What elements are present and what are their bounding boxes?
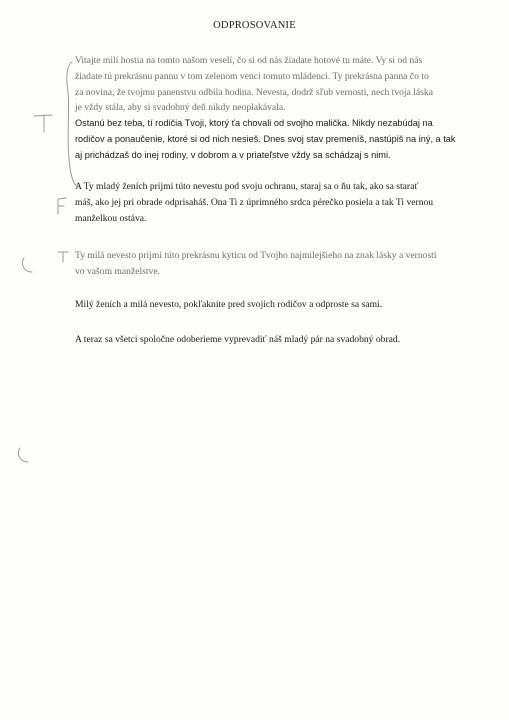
t-mark [58, 252, 68, 262]
f-mark [58, 198, 66, 214]
text-line: Ostanú bez teba, tí rodičia Tvoji, ktorý ťa chovali od svojho malička. Nikdy nezabúdaj na [75, 118, 433, 129]
text-line: manželkou ostáva. [75, 212, 147, 224]
text-line: žiadate tú prekrásnu pannu v tom zelenom venci tomuto mládenci. Ty prekrásna panna čo to [75, 70, 429, 82]
text-line: Ty milá nevesto prijmi túto prekrásnu kyticu od Tvojho najmilejšieho na znak lásky a vernosti [75, 250, 437, 261]
text-line: máš, ako jej pri obrade odprisaháš. Ona Ti z úprimného srdca pérečko posiela a tak Ti vernou [75, 196, 434, 208]
paragraph-welcome [75, 53, 455, 164]
paragraph-closing [75, 332, 455, 348]
document-title: ODPROSOVANIE [213, 20, 296, 31]
paragraph-kneel [75, 297, 455, 313]
hole-mark [18, 448, 28, 462]
text-line: Milý ženích a milá nevesto, pokľaknite pred svojich rodičov a odproste sa sami. [75, 299, 383, 310]
text-line: za novina, že tvojmu panenstvu odbila hodina. Nevesta, dodrž sľub vernosti, nech tvoja láska [75, 86, 433, 98]
text-line: A teraz sa všetci spoločne odoberieme vyprevadiť náš mladý pár na svadobný obrad. [75, 334, 401, 345]
text-line: vo vašom manželstve. [75, 265, 160, 277]
text-line: Vitajte milí hostia na tomto našom veselí, čo si od nás žiadate hotové tu máte. Vy si od nás [75, 55, 423, 66]
text-line: je vždy stála, aby si svadobný deň nikdy neoplakávala. [75, 102, 286, 114]
t-mark [34, 115, 52, 132]
text-line: rodičov a ponaučenie, ktoré si od nich nesieš. Dnes svoj stav premeníš, nastúpiš na iný, a tak [75, 133, 456, 144]
hole-mark [22, 258, 32, 272]
text-line: A Ty mladý ženích prijmi túto nevestu pod svoju ochranu, staraj sa o ňu tak, ako sa starať [75, 181, 419, 192]
paragraph-groom [75, 179, 455, 226]
paragraph-bride [75, 248, 455, 280]
text-line: aj prichádzaš do inej rodiny, v dobrom a v priateľstve vždy sa schádzaj s nimi. [75, 149, 391, 160]
